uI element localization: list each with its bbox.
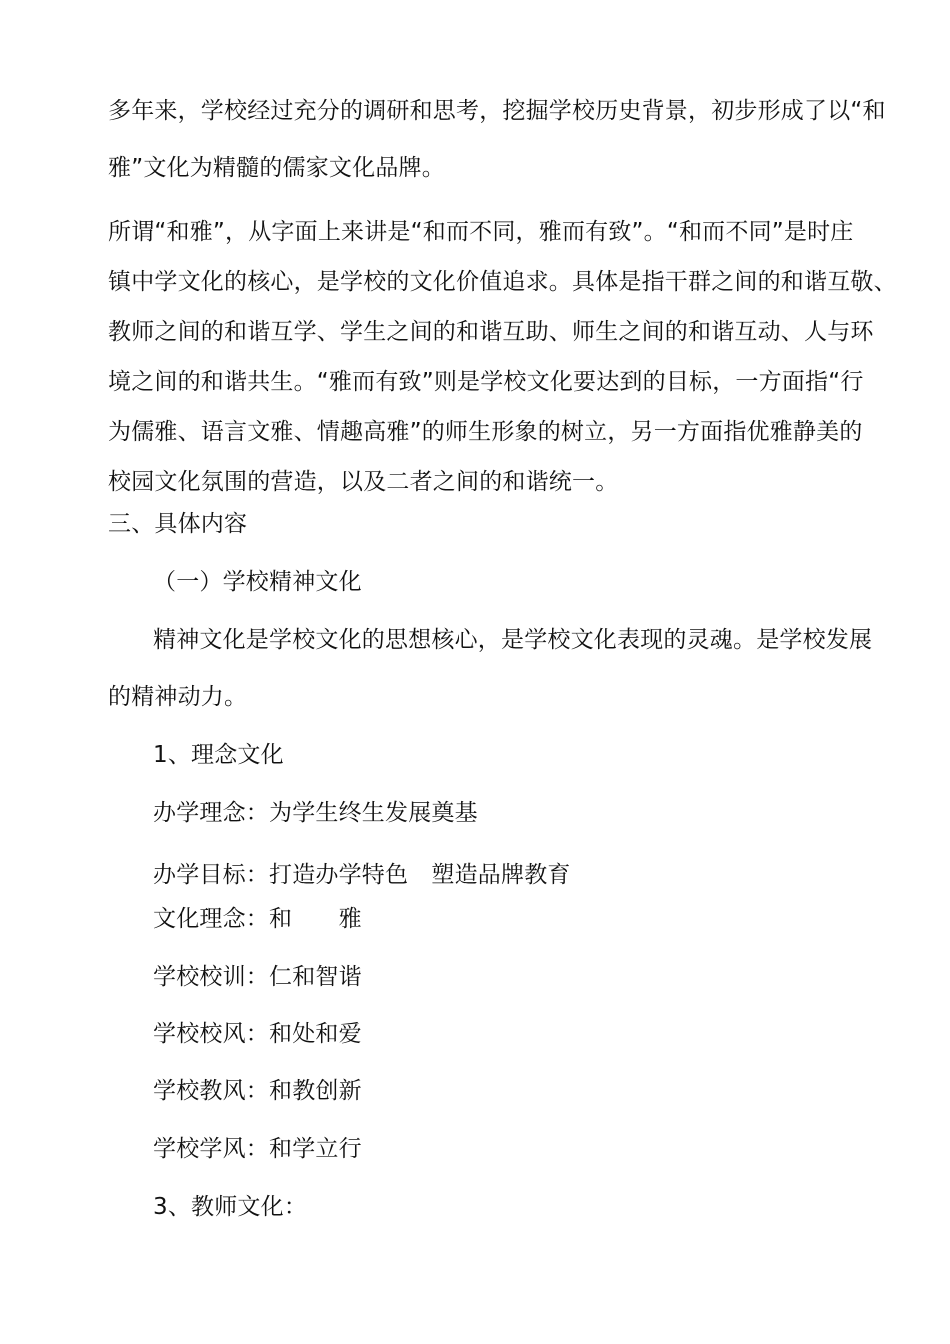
paragraph-2-line-1: 所谓“和雅”，从字面上来讲是“和而不同，雅而有致”。“和而不同”是时庄 bbox=[108, 219, 854, 245]
value-teaching-style: 学校教风：和教创新 bbox=[153, 1078, 362, 1104]
value-learning-style: 学校学风：和学立行 bbox=[153, 1136, 362, 1162]
value-school-philosophy: 办学理念：为学生终生发展奠基 bbox=[153, 800, 478, 826]
paragraph-2-line-5: 为儒雅、语言文雅、情趣高雅”的师生形象的树立，另一方面指优雅静美的 bbox=[108, 419, 863, 445]
value-school-ethos: 学校校风：和处和爱 bbox=[153, 1021, 362, 1047]
value-culture-concept: 文化理念：和 雅 bbox=[153, 906, 362, 932]
paragraph-2-line-2: 镇中学文化的核心，是学校的文化价值追求。具体是指干群之间的和谐互敬、 bbox=[108, 269, 897, 295]
value-school-goal: 办学目标：打造办学特色 塑造品牌教育 bbox=[153, 862, 571, 888]
paragraph-1-line-1: 多年来，学校经过充分的调研和思考，挖掘学校历史背景，初步形成了以“和 bbox=[108, 98, 886, 124]
paragraph-2-line-3: 教师之间的和谐互学、学生之间的和谐互助、师生之间的和谐互动、人与环 bbox=[108, 319, 874, 345]
subsection-heading: （一）学校精神文化 bbox=[153, 569, 362, 595]
paragraph-3-line-2: 的精神动力。 bbox=[108, 684, 248, 710]
paragraph-2-line-6: 校园文化氛围的营造，以及二者之间的和谐统一。 bbox=[108, 469, 619, 495]
paragraph-3-line-1: 精神文化是学校文化的思想核心，是学校文化表现的灵魂。是学校发展 bbox=[153, 627, 873, 653]
paragraph-1-line-2: 雅”文化为精髓的儒家文化品牌。 bbox=[108, 155, 445, 181]
item-heading-teacher-culture: 3、教师文化： bbox=[153, 1194, 308, 1220]
item-heading-philosophy: 1、理念文化 bbox=[153, 742, 284, 768]
paragraph-2-line-4: 境之间的和谐共生。“雅而有致”则是学校文化要达到的目标，一方面指“行 bbox=[108, 369, 864, 395]
value-school-motto: 学校校训：仁和智谐 bbox=[153, 964, 362, 990]
section-heading: 三、具体内容 bbox=[108, 511, 248, 537]
